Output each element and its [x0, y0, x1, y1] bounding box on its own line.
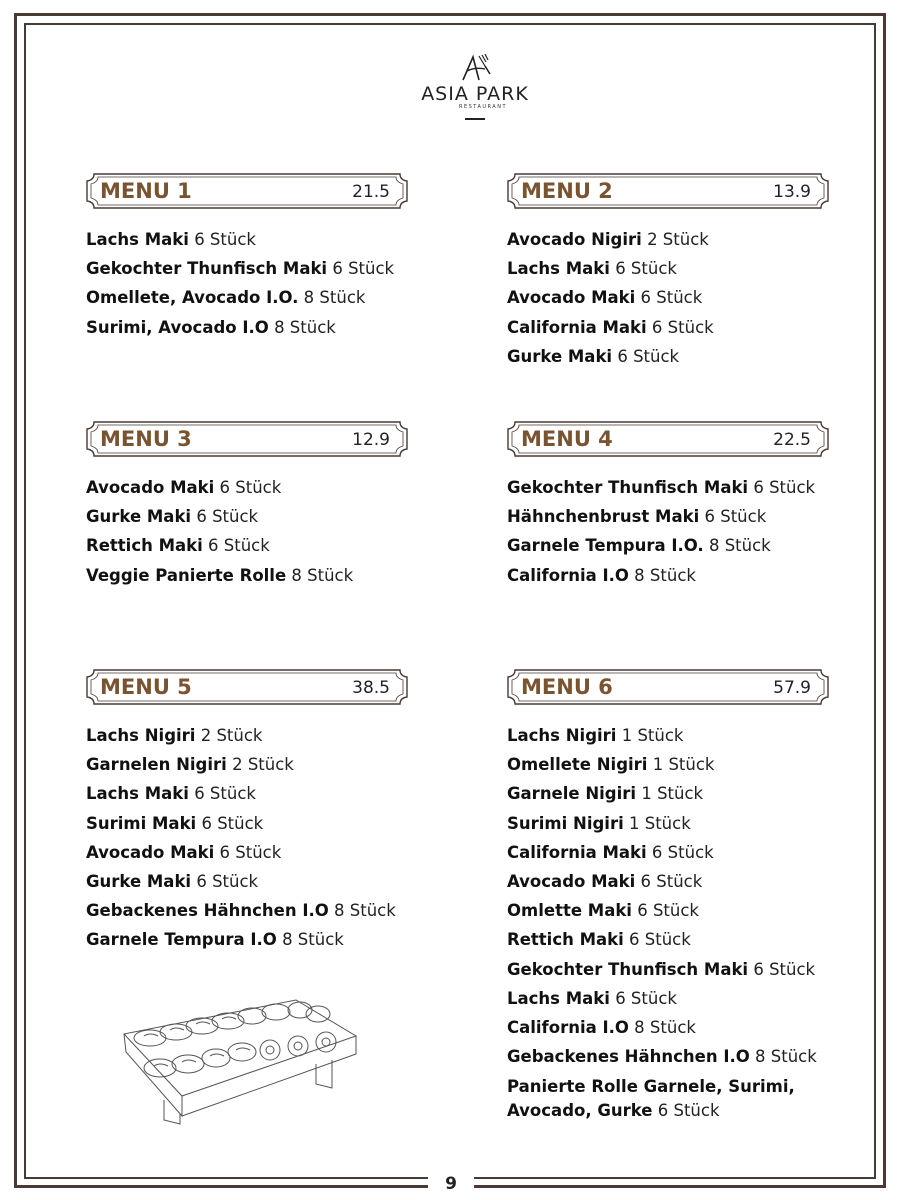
item-name: California Maki: [507, 842, 647, 862]
menu-header: [507, 669, 829, 705]
item-qty: 6 Stück: [208, 536, 270, 556]
menu-item: [86, 929, 431, 951]
item-qty: 6 Stück: [753, 478, 816, 497]
menu-item: [86, 900, 431, 922]
menu-item: [86, 783, 431, 805]
menu-price: 38.5: [352, 678, 390, 698]
restaurant-logo: [400, 54, 550, 136]
item-qty: 6 Stück: [651, 317, 714, 337]
menu-item: [86, 565, 431, 587]
menu-item-list: [507, 725, 852, 1123]
menu-item: [86, 229, 431, 251]
menu-item-list: [86, 477, 431, 587]
item-name: Garnele Nigiri: [507, 784, 637, 804]
item-qty: 1 Stück: [641, 784, 704, 804]
menu-3: [86, 421, 431, 594]
menu-item: [86, 258, 431, 280]
item-qty: 8 Stück: [634, 1017, 696, 1037]
item-name: Garnele Tempura I.O: [86, 930, 277, 950]
menu-item: [507, 900, 852, 922]
menu-item: [86, 477, 431, 499]
menu-6: [507, 669, 852, 1130]
menu-item: [507, 783, 852, 805]
menu-title: MENU 4: [521, 427, 613, 451]
menu-title: MENU 3: [100, 427, 192, 451]
item-name: California I.O: [507, 1017, 629, 1037]
brand-name: ASIA PARK: [421, 83, 529, 105]
item-qty: 6 Stück: [704, 507, 767, 527]
menu-item: [507, 929, 852, 951]
item-qty: 6 Stück: [219, 478, 282, 497]
menu-price: 57.9: [773, 678, 811, 698]
item-name: Lachs Nigiri: [507, 726, 617, 745]
menu-item: [507, 565, 852, 587]
item-name: Gekochter Thunfisch Maki: [507, 959, 749, 979]
item-name: Panierte Rolle Garnele, Surimi, Avocado, Gurke: [507, 1077, 795, 1121]
item-name: Lachs Maki: [86, 230, 189, 249]
menu-item-list: [507, 229, 852, 368]
menu-item: [507, 258, 852, 280]
item-name: Lachs Maki: [507, 988, 610, 1008]
menu-item: [86, 535, 431, 557]
item-qty: 8 Stück: [334, 901, 396, 921]
menu-item: [507, 1075, 837, 1123]
menu-item: [507, 1017, 852, 1039]
item-qty: 2 Stück: [232, 755, 294, 775]
item-name: Gurke Maki: [86, 507, 192, 527]
sushi-board-illustration: [120, 996, 360, 1126]
item-qty: 6 Stück: [753, 959, 816, 979]
item-qty: 6 Stück: [194, 784, 256, 804]
menu-5: [86, 669, 431, 959]
menu-item: [86, 842, 431, 864]
menu-item-list: [86, 725, 431, 951]
menu-item: [86, 287, 431, 309]
menu-item: [507, 959, 852, 981]
item-name: Gebackenes Hähnchen I.O: [507, 1047, 750, 1067]
item-qty: 8 Stück: [282, 930, 344, 950]
item-qty: 6 Stück: [637, 901, 699, 921]
item-name: Surimi, Avocado I.O: [86, 317, 269, 337]
menu-item: [507, 813, 852, 835]
menu-header: [86, 669, 408, 705]
item-name: California Maki: [507, 317, 647, 337]
item-qty: 6 Stück: [617, 346, 680, 366]
menu-2: [507, 173, 852, 375]
menu-item: [507, 535, 852, 557]
item-name: Veggie Panierte Rolle: [86, 565, 287, 585]
item-name: Lachs Maki: [507, 259, 610, 279]
menu-item: [86, 725, 431, 747]
item-qty: 6 Stück: [196, 871, 259, 891]
item-name: Rettich Maki: [86, 536, 203, 556]
menu-item: [507, 871, 852, 893]
logo-divider: [465, 118, 485, 120]
item-qty: 8 Stück: [755, 1047, 817, 1067]
item-name: Gebackenes Hähnchen I.O: [86, 901, 329, 921]
menu-item: [507, 988, 852, 1010]
item-name: Surimi Maki: [86, 813, 197, 833]
item-qty: 8 Stück: [274, 317, 336, 337]
item-name: Avocado Maki: [507, 871, 636, 891]
menu-price: 13.9: [773, 182, 811, 202]
item-name: Gurke Maki: [507, 346, 613, 366]
item-qty: 8 Stück: [634, 565, 696, 585]
item-qty: 6 Stück: [657, 1101, 720, 1121]
menu-1: [86, 173, 431, 346]
menu-item: [507, 725, 852, 747]
item-qty: 6 Stück: [219, 842, 282, 862]
item-name: Omellete Nigiri: [507, 755, 648, 775]
menu-item: [507, 287, 852, 309]
item-name: Rettich Maki: [507, 930, 624, 950]
menu-item: [86, 871, 431, 893]
menu-price: 21.5: [352, 182, 390, 202]
item-qty: 8 Stück: [303, 288, 366, 308]
item-qty: 2 Stück: [200, 726, 263, 745]
logo-mark-icon: [455, 54, 495, 82]
item-qty: 8 Stück: [708, 536, 771, 556]
item-name: Avocado Maki: [86, 842, 215, 862]
item-qty: 6 Stück: [194, 230, 256, 249]
item-qty: 6 Stück: [332, 259, 395, 279]
page-number: 9: [428, 1172, 474, 1196]
item-qty: 6 Stück: [201, 813, 264, 833]
menu-price: 22.5: [773, 430, 811, 450]
item-name: Avocado Nigiri: [507, 230, 642, 249]
brand-subtitle: RESTAURANT: [458, 104, 508, 110]
menu-item: [86, 506, 431, 528]
menu-item: [86, 317, 431, 339]
menu-item-list: [86, 229, 431, 339]
menu-item: [507, 754, 852, 776]
menu-title: MENU 5: [100, 675, 192, 699]
item-qty: 6 Stück: [615, 259, 677, 279]
item-name: Garnelen Nigiri: [86, 755, 227, 775]
item-name: Gekochter Thunfisch Maki: [507, 478, 749, 497]
menu-item: [507, 317, 852, 339]
item-qty: 6 Stück: [615, 988, 677, 1008]
item-name: California I.O: [507, 565, 629, 585]
menu-header: [86, 421, 408, 457]
item-qty: 6 Stück: [640, 871, 703, 891]
menu-title: MENU 2: [521, 179, 613, 203]
item-name: Gurke Maki: [86, 871, 192, 891]
menu-header: [507, 421, 829, 457]
menu-item-list: [507, 477, 852, 587]
menu-item: [507, 477, 852, 499]
menu-item: [86, 754, 431, 776]
item-qty: 6 Stück: [629, 930, 691, 950]
item-qty: 6 Stück: [640, 288, 703, 308]
item-name: Gekochter Thunfisch Maki: [86, 259, 328, 279]
menu-header: [86, 173, 408, 209]
item-name: Omlette Maki: [507, 901, 632, 921]
menu-price: 12.9: [352, 430, 390, 450]
menu-title: MENU 6: [521, 675, 613, 699]
item-name: Lachs Nigiri: [86, 726, 196, 745]
item-qty: 1 Stück: [652, 755, 715, 775]
menu-item: [86, 813, 431, 835]
item-qty: 8 Stück: [291, 565, 354, 585]
item-qty: 1 Stück: [629, 813, 691, 833]
menu-item: [507, 229, 852, 251]
menu-title: MENU 1: [100, 179, 192, 203]
item-name: Surimi Nigiri: [507, 813, 624, 833]
menu-header: [507, 173, 829, 209]
item-name: Lachs Maki: [86, 784, 189, 804]
menu-item: [507, 1046, 852, 1068]
item-name: Hähnchenbrust Maki: [507, 507, 700, 527]
item-qty: 6 Stück: [196, 507, 259, 527]
item-qty: 1 Stück: [621, 726, 684, 745]
menu-item: [507, 346, 852, 368]
item-qty: 6 Stück: [651, 842, 714, 862]
menu-item: [507, 506, 852, 528]
item-name: Omellete, Avocado I.O.: [86, 288, 299, 308]
item-qty: 2 Stück: [647, 230, 709, 249]
item-name: Avocado Maki: [507, 288, 636, 308]
menu-4: [507, 421, 852, 594]
item-name: Garnele Tempura I.O.: [507, 536, 704, 556]
item-name: Avocado Maki: [86, 478, 215, 497]
menu-item: [507, 842, 852, 864]
